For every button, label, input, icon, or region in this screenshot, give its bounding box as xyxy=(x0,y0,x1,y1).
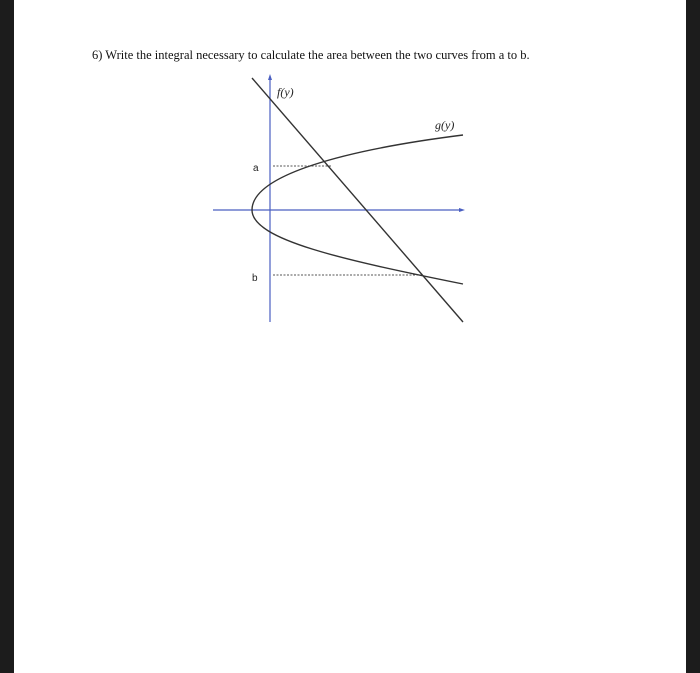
f-label: f(y) xyxy=(277,85,294,99)
worksheet-page xyxy=(14,0,686,673)
x-axis-arrow xyxy=(459,208,465,212)
f-curve xyxy=(252,78,463,322)
b-label: b xyxy=(252,273,258,284)
y-axis-arrow xyxy=(268,74,272,80)
question-text: 6) Write the integral necessary to calculate the area between the two curves from a to b. xyxy=(92,48,530,62)
area-between-curves-figure xyxy=(14,0,686,673)
a-label: a xyxy=(253,163,259,174)
g-label: g(y) xyxy=(435,118,455,132)
